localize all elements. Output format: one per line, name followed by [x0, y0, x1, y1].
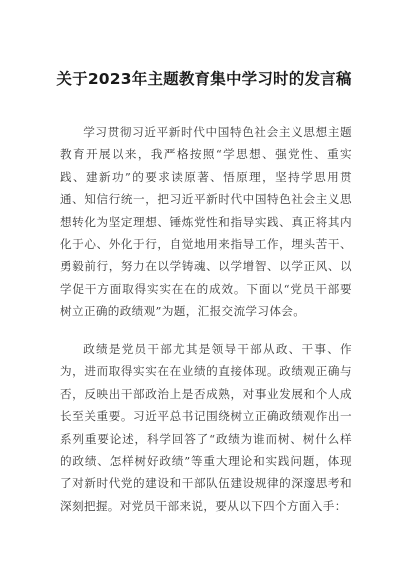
paragraph-2: 政绩是党员干部尤其是领导干部从政、干事、作为，进而取得实实在在业绩的直接体现。政绩观正确与否，反映出干部政治上是否成熟，对事业发展和个人成长至关重要。习近平总书记围绕树立正确政绩观作出一系列重要论述，科学回答了“政绩为谁而树、树什么样的政绩、怎样树好政绩”等重大理论和实践问题，体现了对新时代党的建设和干部队伍建设规律的深邃思考和深刻把握。对党员干部来说，要从以下四个方面入手： — [60, 342, 352, 513]
paragraph-1: 学习贯彻习近平新时代中国特色社会主义思想主题教育开展以来，我严格按照“学思想、强党性、重实践、建新功”的要求读原著、悟原理，坚持学思用贯通、知信行统一，把习近平新时代中国特色社会主义思想转化为坚定理想、锤炼党性和指导实践、真正将其内化于心、外化于行，自觉地用来指导工作，埋头苦干、勇毅前行，努力在以学铸魂、以学增智、以学正风、以学促干方面取得实实在在的成效。下面以“党员干部要树立正确的政绩观”为题，汇报交流学习体会。 — [60, 125, 352, 319]
document-title: 关于2023年主题教育集中学习时的发言稿 — [56, 70, 352, 88]
